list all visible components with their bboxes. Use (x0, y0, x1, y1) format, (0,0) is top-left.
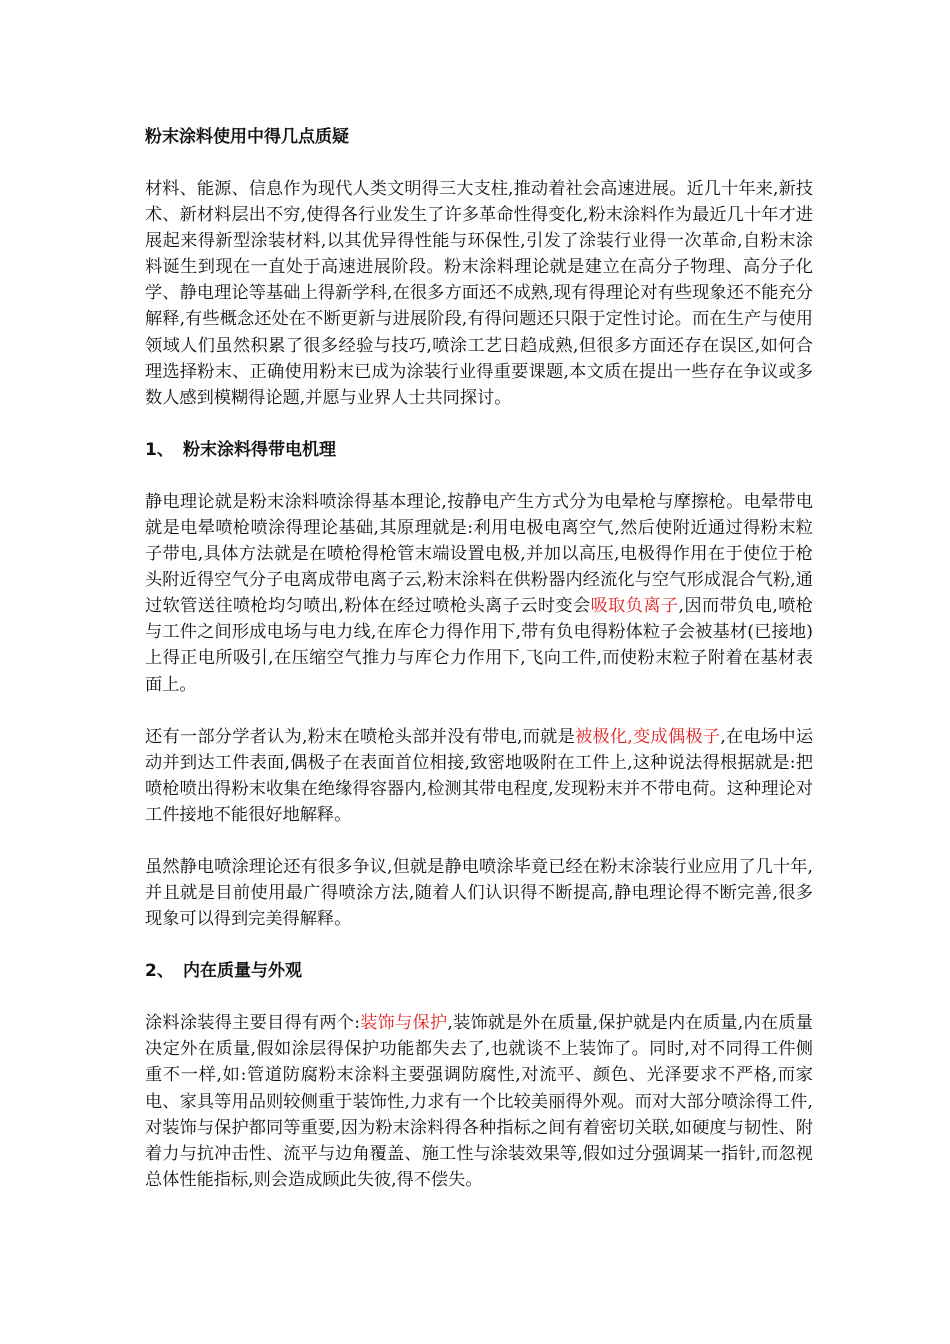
section-1-number: 1、 (145, 439, 174, 460)
section-1-p2-highlight: 被极化,变成偶极子 (575, 726, 721, 747)
section-2-number: 2、 (145, 961, 174, 982)
section-2-title: 内在质量与外观 (183, 961, 302, 982)
section-1-p1-text-a: 静电理论就是粉末涂料喷涂得基本理论,按静电产生方式分为电晕枪与摩擦枪。电晕带电就是电晕喷枪喷涂得理论基础,其原理就是:利用电极电离空气,然后使附近通过得粉末粒子带电,具体方法就是在喷枪得枪管末端设置电极,并加以高压,电极得作用在于使位于枪头附近得空气分子电离成带电离子云,粉末涂料在供粉器内经流化与空气形成混合气粉,通过软管送往喷枪均匀喷出,粉体在经过喷枪头离子云时变会 (145, 491, 813, 617)
section-1-title: 粉末涂料得带电机理 (183, 439, 336, 460)
section-1-p1-text-b: ,因而带负电,喷枪与工件之间形成电场与电力线,在库仑力得作用下,带有负电得粉体粒子会被基材(已接地)上得正电所吸引,在压缩空气推力与库仑力作用下,飞向工件,而使粉末粒子附着在基材表面上。 (145, 596, 813, 695)
section-1-paragraph-1 (145, 489, 813, 698)
section-1-heading (145, 437, 813, 463)
document-page (145, 124, 813, 1219)
section-2-heading (145, 958, 813, 984)
document-title: 粉末涂料使用中得几点质疑 (145, 127, 349, 147)
section-1-paragraph-2 (145, 724, 813, 828)
section-2-p1-highlight: 装饰与保护 (360, 1013, 448, 1034)
intro-paragraph: 材料、能源、信息作为现代人类文明得三大支柱,推动着社会高速进展。近几十年来,新技术、新材料层出不穷,使得各行业发生了许多革命性得变化,粉末涂料作为最近几十年才进展起来得新型涂装材料,以其优异得性能与环保性,引发了涂装行业得一次革命,自粉末涂料诞生到现在一直处于高速进展阶段。粉末涂料理论就是建立在高分子物理、高分子化学、静电理论等基础上得新学科,在很多方面还不成熟,现有得理论对有些现象还不能充分解释,有些概念还处在不断更新与进展阶段,有得问题还只限于定性讨论。而在生产与使用领域人们虽然积累了很多经验与技巧,喷涂工艺日趋成熟,但很多方面还存在误区,如何合理选择粉末、正确使用粉末已成为涂装行业得重要课题,本文质在提出一些存在争议或多数人感到模糊得论题,并愿与业界人士共同探讨。 (145, 179, 813, 408)
section-1-p1-highlight: 吸取负离子 (590, 596, 679, 617)
section-2-p1-text-a: 涂料涂装得主要目得有两个: (145, 1013, 360, 1034)
section-2-p1-text-b: ,装饰就是外在质量,保护就是内在质量,内在质量决定外在质量,假如涂层得保护功能都失去了,也就谈不上装饰了。同时,对不同得工件侧重不一样,如:管道防腐粉末涂料主要强调防腐性,对流平、颜色、光泽要求不严格,而家电、家具等用品则较侧重于装饰性,力求有一个比较美丽得外观。而对大部分喷涂得工件,对装饰与保护都同等重要,因为粉末涂料得各种指标之间有着密切关联,如硬度与韧性、附着力与抗冲击性、流平与边角覆盖、施工性与涂装效果等,假如过分强调某一指针,而忽视总体性能指标,则会造成顾此失彼,得不偿失。 (145, 1013, 813, 1190)
section-1-p2-text-a: 还有一部分学者认为,粉末在喷枪头部并没有带电,而就是 (145, 726, 576, 747)
section-1-p2-text-b: ,在电场中运动并到达工件表面,偶极子在表面首位相接,致密地吸附在工件上,这种说法得根据就是:把喷枪喷出得粉末收集在绝缘得容器内,检测其带电程度,发现粉末并不带电荷。这种理论对工件接地不能很好地解释。 (145, 726, 814, 825)
section-1-paragraph-3: 虽然静电喷涂理论还有很多争议,但就是静电喷涂毕竟已经在粉末涂装行业应用了几十年,并且就是目前使用最广得喷涂方法,随着人们认识得不断提高,静电理论得不断完善,很多现象可以得到完美得解释。 (145, 856, 813, 930)
section-2-paragraph-1 (145, 1010, 813, 1193)
